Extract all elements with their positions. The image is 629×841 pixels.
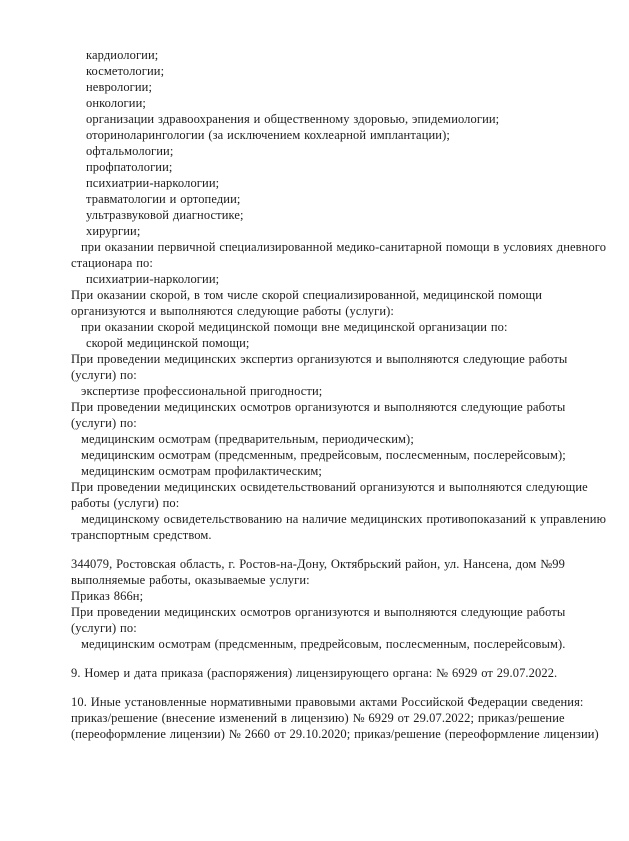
text-line: 344079, Ростовская область, г. Ростов-на-Дону, Октябрьский район, ул. Нансена, дом №99 — [71, 557, 565, 571]
text-line: При оказании скорой, в том числе скорой специализированной, медицинской помощи — [71, 288, 543, 302]
text-line: экспертизе профессиональной пригодности; — [81, 384, 323, 398]
text-line: хирургии; — [86, 224, 141, 238]
text-line: (услуги) по: — [71, 416, 137, 430]
text-line: психиатрии-наркологии; — [86, 272, 220, 286]
text-line: медицинским осмотрам (предсменным, предрейсовым, послесменным, послерейсовым); — [81, 448, 566, 462]
text-line: психиатрии-наркологии; — [86, 176, 220, 190]
text-line: медицинским осмотрам (предварительным, периодическим); — [81, 432, 414, 446]
text-line: работы (услуги) по: — [71, 496, 180, 510]
text-line: (переоформление лицензии) № 2660 от 29.10.2020; приказ/решение (переоформление лицензии) — [71, 727, 599, 741]
text-line: При проведении медицинских освидетельствований организуются и выполняются следующие — [71, 480, 588, 494]
text-line: Приказ 866н; — [71, 589, 144, 603]
text-line: офтальмологии; — [86, 144, 174, 158]
text-line: транспортным средством. — [71, 528, 212, 542]
text-line: кардиологии; — [86, 48, 159, 62]
text-line: профпатологии; — [86, 160, 173, 174]
text-line: организации здравоохранения и общественному здоровью, эпидемиологии; — [86, 112, 500, 126]
text-line: выполняемые работы, оказываемые услуги: — [71, 573, 310, 587]
text-line: При проведении медицинских осмотров организуются и выполняются следующие работы — [71, 400, 566, 414]
text-line: при оказании скорой медицинской помощи вне медицинской организации по: — [81, 320, 508, 334]
text-line: (услуги) по: — [71, 621, 137, 635]
text-line: организуются и выполняются следующие работы (услуги): — [71, 304, 395, 318]
blank-line — [71, 681, 627, 694]
text-line: стационара по: — [71, 256, 153, 270]
text-line: медицинским осмотрам профилактическим; — [81, 464, 322, 478]
text-line: 9. Номер и дата приказа (распоряжения) лицензирующего органа: № 6929 от 29.07.2022. — [71, 666, 558, 680]
text-line: косметологии; — [86, 64, 165, 78]
text-line: онкологии; — [86, 96, 146, 110]
text-line: ультразвуковой диагностике; — [86, 208, 244, 222]
text-line: приказ/решение (внесение изменений в лицензию) № 6929 от 29.07.2022; приказ/решение — [71, 711, 565, 725]
text-line: медицинскому освидетельствованию на наличие медицинских противопоказаний к управлению — [81, 512, 607, 526]
text-line: медицинским осмотрам (предсменным, предрейсовым, послесменным, послерейсовым). — [81, 637, 566, 651]
text-line: травматологии и ортопедии; — [86, 192, 241, 206]
text-line: оториноларингологии (за исключением кохлеарной имплантации); — [86, 128, 450, 142]
text-line: При проведении медицинских экспертиз организуются и выполняются следующие работы — [71, 352, 568, 366]
text-line: при оказании первичной специализированной медико-санитарной помощи в условиях дневного — [81, 240, 607, 254]
text-line: 10. Иные установленные нормативными правовыми актами Российской Федерации сведения: — [71, 695, 584, 709]
text-line: скорой медицинской помощи; — [86, 336, 250, 350]
blank-line — [71, 543, 627, 556]
text-line: При проведении медицинских осмотров организуются и выполняются следующие работы — [71, 605, 566, 619]
text-line: (услуги) по: — [71, 368, 137, 382]
text-line: неврологии; — [86, 80, 153, 94]
blank-line — [71, 652, 627, 665]
document-text-block — [71, 47, 627, 742]
